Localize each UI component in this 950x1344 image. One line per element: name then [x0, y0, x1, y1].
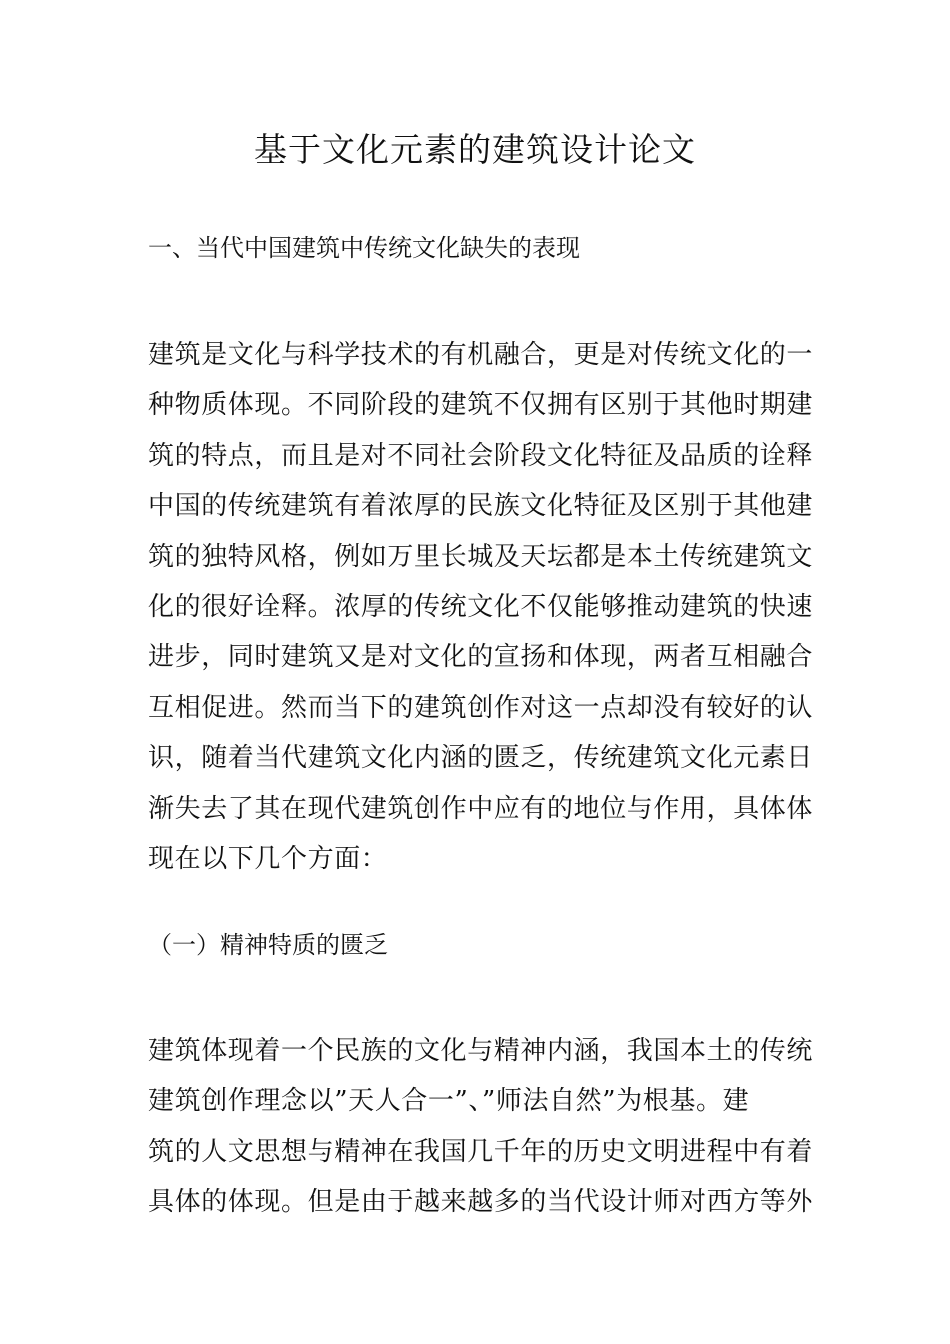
- paragraph-line: 筑的特点，而且是对不同社会阶段文化特征及品质的诠释: [148, 440, 814, 471]
- paragraph-line: 进步，同时建筑又是对文化的宣扬和体现，两者互相融合: [148, 642, 814, 673]
- paragraph-line: 建筑是文化与科学技术的有机融合，更是对传统文化的一: [148, 340, 814, 370]
- paragraph-line: 互相促进。然而当下的建筑创作对这一点却没有较好的认: [148, 692, 814, 723]
- paragraph-line: 建筑创作理念以”天人合一”、”师法自然”为根基。建: [148, 1086, 750, 1117]
- subsection-heading: （一）精神特质的匮乏: [148, 931, 388, 959]
- paragraph-line: 具体的体现。但是由于越来越多的当代设计师对西方等外: [148, 1187, 814, 1218]
- paragraph-line: 筑的人文思想与精神在我国几千年的历史文明进程中有着: [148, 1136, 814, 1167]
- paragraph-line: 筑的独特风格，例如万里长城及天坛都是本土传统建筑文: [148, 541, 814, 572]
- body-paragraph-1: [148, 330, 814, 884]
- document-title: 基于文化元素的建筑设计论文: [254, 130, 696, 169]
- body-paragraph-2: [148, 1026, 814, 1228]
- paragraph-line: 现在以下几个方面：: [148, 843, 388, 874]
- paragraph-line: 种物质体现。不同阶段的建筑不仅拥有区别于其他时期建: [148, 390, 814, 421]
- paragraph-line: 渐失去了其在现代建筑创作中应有的地位与作用，具体体: [148, 793, 814, 824]
- section-heading: 一、当代中国建筑中传统文化缺失的表现: [148, 234, 580, 262]
- paragraph-line: 化的很好诠释。浓厚的传统文化不仅能够推动建筑的快速: [148, 591, 814, 622]
- paragraph-line: 中国的传统建筑有着浓厚的民族文化特征及区别于其他建: [148, 491, 814, 522]
- paragraph-line: 建筑体现着一个民族的文化与精神内涵，我国本土的传统: [148, 1036, 814, 1066]
- paragraph-line: 识，随着当代建筑文化内涵的匮乏，传统建筑文化元素日: [148, 743, 814, 774]
